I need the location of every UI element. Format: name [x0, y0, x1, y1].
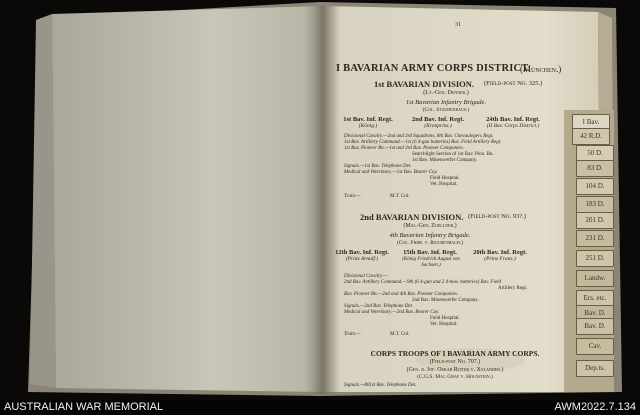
- div2-line: Bav. Pioneer Bn.—2nd and 4th Bav. Pioneer Companies.: [344, 292, 459, 297]
- division-2-title: 2nd BAVARIAN DIVISION.: [360, 212, 464, 222]
- division-2-commander: (Maj.-Gen. Zoellner.): [403, 223, 457, 229]
- div2-line: 2nd Bav. Minenwerfer Company.: [412, 298, 479, 303]
- thumb-tab: Ers. etc.: [576, 290, 614, 307]
- footer-credit: AUSTRALIAN WAR MEMORIAL: [4, 401, 164, 413]
- thumb-tab: 42 R.D.: [572, 128, 610, 145]
- district-city: (München.): [520, 64, 562, 74]
- div2-regiment-2: 15th Bav. Inf. Regt.: [403, 249, 457, 256]
- div2-line: Field Hospital.: [430, 316, 460, 321]
- thumb-tab: 251 D.: [576, 250, 614, 267]
- div1-line: Signals.—1st Bav. Telephone Det.: [344, 164, 412, 169]
- division-1-commander: (Lt.-Gen. Denner.): [423, 90, 469, 96]
- div1-regiment-1-sub: (König.): [358, 123, 378, 129]
- thumb-tab: Bav. D.: [576, 318, 614, 335]
- div1-regiment-3: 24th Bav. Inf. Regt.: [486, 116, 540, 123]
- thumb-tab: 83 D.: [576, 160, 614, 177]
- corps-chief-of-staff: (C.G.S. Maj. Graf v. Holnstein.): [417, 374, 493, 380]
- div1-line: Searchlight Section of 1st Bav. Pion. Bn.: [412, 152, 494, 157]
- corps-signals: Signals.—801st Bav. Telephone Det.: [344, 383, 417, 388]
- caption-bar: [0, 400, 640, 415]
- left-page-ghost-heading: [204, 58, 206, 67]
- div2-line: Divisional Cavalry.—: [344, 274, 388, 279]
- div2-line: Artillery Regt.: [498, 286, 528, 291]
- div1-line: Divisional Cavalry.—2nd and 3rd Squadrons, 8th Bav. Chevaulegers Regt.: [344, 134, 494, 139]
- corps-commander: (Gen. d. Inf. Oskar Ritter v. Xylander.): [406, 367, 504, 373]
- div1-line: Medical and Veterinary.—1st Bav. Bearer Coy.: [344, 170, 438, 175]
- div2-line: Signals.—2nd Bav. Telephone Det.: [344, 304, 414, 309]
- div2-regiment-3: 20th Bav. Inf. Regt.: [473, 249, 527, 256]
- div1-line: 1st Bav. Pioneer Bn.—1st and 3rd Bav. Pioneer Companies.: [344, 146, 464, 151]
- thumb-tab: Cav.: [576, 338, 614, 355]
- div1-regiment-2: 2nd Bav. Inf. Regt.: [411, 116, 465, 123]
- division-2-fieldpost: (Field-post No. 93?.): [468, 213, 526, 220]
- div1-line: 1st Bav. Minenwerfer Company.: [412, 158, 478, 163]
- thumb-tab: 104 D.: [576, 178, 614, 195]
- div2-line: Vet. Hospital.: [430, 322, 458, 327]
- footer-accession-number: AWM2022.7.134: [554, 401, 636, 413]
- div1-line: Vet. Hospital.: [430, 182, 458, 187]
- div1-regiment-3-sub: (II Bav. Corps District.): [486, 123, 540, 129]
- thumb-tab: Landw.: [576, 270, 614, 287]
- district-title: I BAVARIAN ARMY CORPS DISTRICT.: [336, 63, 531, 74]
- corps-troops-title: CORPS TROOPS OF I BAVARIAN ARMY CORPS.: [370, 349, 540, 358]
- div2-train-value: M.T. Col.: [390, 332, 410, 337]
- thumb-tab: 231 D.: [576, 230, 614, 247]
- thumb-tab: Bav. D.: [576, 305, 614, 322]
- division-1-fieldpost: (Field-post No. 325.): [484, 80, 543, 87]
- thumb-tab: 183 D.: [576, 196, 614, 213]
- thumb-tab: I Bav.: [572, 114, 610, 131]
- thumb-tab: 201 D.: [576, 212, 614, 229]
- div2-regiment-2-sub: (König Friedrich August von Sachsen.): [402, 257, 460, 268]
- division-2-brigade-commander: (Col. Frhr. v. Reichenbach.): [397, 240, 463, 246]
- div1-train-value: M.T. Col.: [390, 194, 410, 199]
- div1-train-label: Train.—: [344, 194, 361, 199]
- division-1-title: 1st BAVARIAN DIVISION.: [374, 79, 475, 89]
- division-1-brigade-commander: (Col. Staudenraus.): [422, 107, 470, 113]
- corps-troops-fieldpost: (Field-post No. 707.): [429, 359, 481, 365]
- div1-line: 1st Bav. Artillery Command.—1st (6 4-gun batteries) Bav. Field Artillery Regt.: [344, 140, 502, 145]
- left-page: [52, 6, 322, 392]
- div2-line: 2nd Bav. Artillery Command.—9th (6 4-gun and 2 4-how. batteries) Bav. Field: [344, 280, 501, 285]
- div1-regiment-2-sub: (Kronprinz.): [424, 123, 452, 129]
- division-2-brigade: 4th Bavarian Infantry Brigade.: [389, 232, 471, 239]
- div2-regiment-1: 12th Bav. Inf. Regt.: [335, 249, 389, 256]
- page-number: 31: [455, 22, 461, 28]
- div2-regiment-3-sub: (Prinz Franz.): [484, 256, 516, 262]
- div2-line: Medical and Veterinary.—2nd Bav. Bearer Coy.: [344, 310, 440, 315]
- div2-regiment-1-sub: (Prinz Arnulf.): [345, 256, 379, 262]
- division-1-brigade: 1st Bavarian Infantry Brigade.: [405, 99, 487, 106]
- div1-line: Field Hospital.: [430, 176, 460, 181]
- thumb-tab: 50 D.: [576, 145, 614, 162]
- div1-regiment-1: 1st Bav. Inf. Regt.: [343, 116, 393, 123]
- div2-train-label: Train.—: [344, 332, 361, 337]
- thumb-tab: Dep.ts.: [576, 360, 614, 377]
